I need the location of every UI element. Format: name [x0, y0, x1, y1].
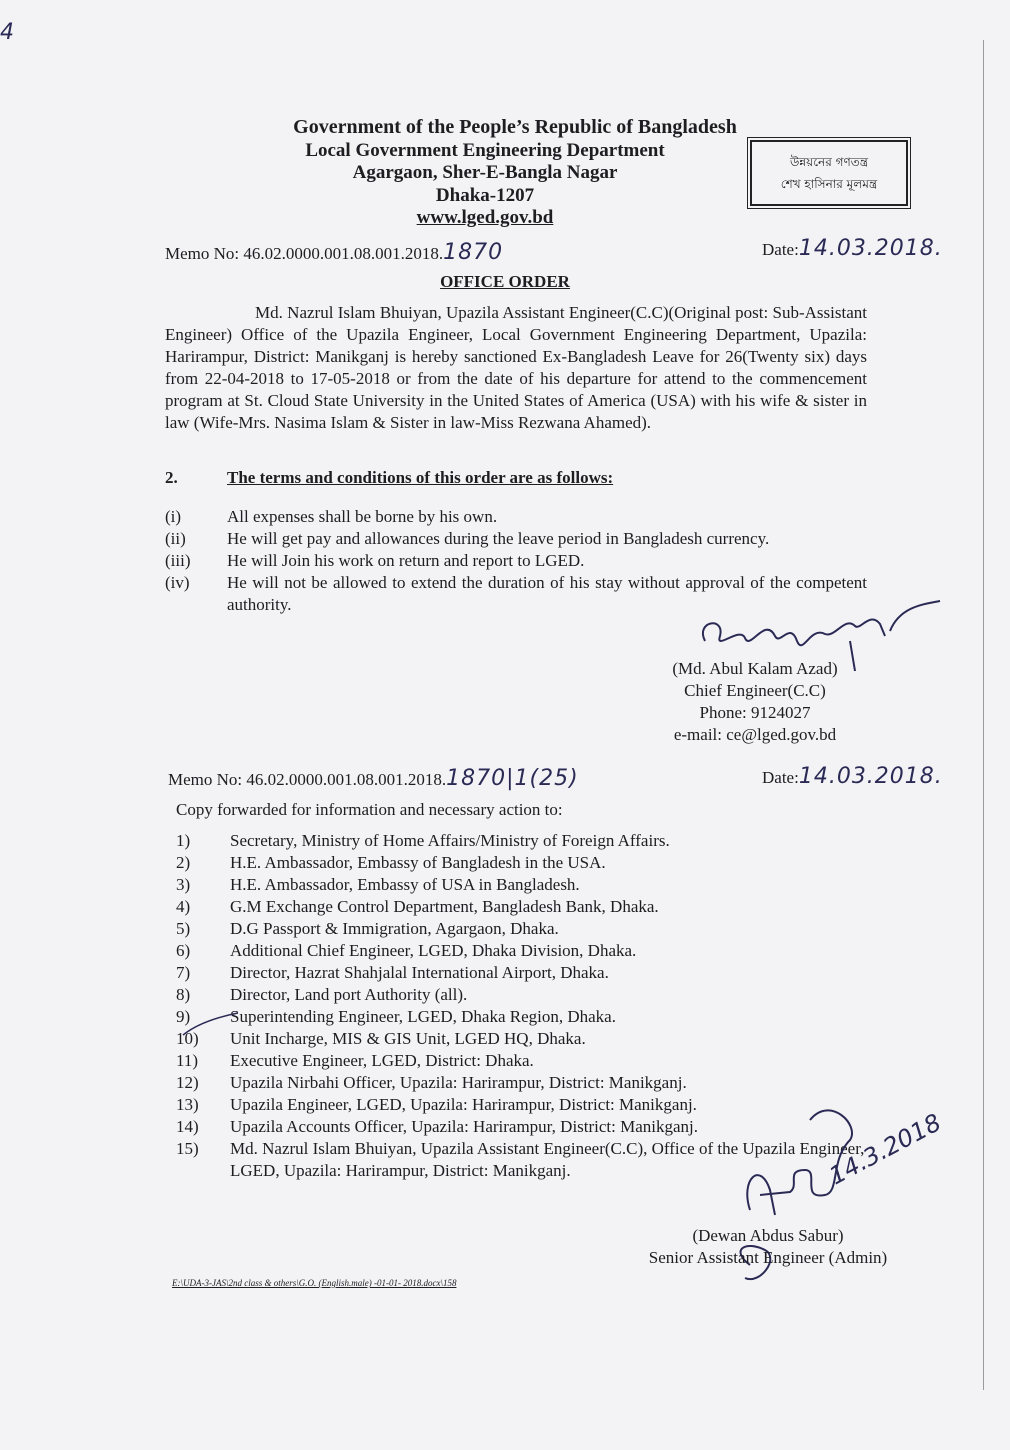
memo-number-handwritten: 1870: [443, 240, 504, 265]
term-text: He will get pay and allowances during the leave period in Bangladesh currency.: [227, 529, 770, 548]
list-item: [176, 962, 896, 984]
term-number: (i): [165, 507, 182, 526]
date-line-2: [762, 764, 943, 789]
header-address: Agargaon, Sher-E-Bangla Nagar: [352, 162, 618, 183]
signatory-1-email: e-mail: ce@lged.gov.bd: [673, 725, 837, 744]
list-number: 11): [176, 1051, 199, 1070]
memo-label: Memo No: 46.02.0000.001.08.001.2018.: [165, 244, 444, 263]
term-item: [165, 528, 867, 550]
list-text: Director, Land port Authority (all).: [230, 985, 468, 1004]
list-text: Upazila Accounts Officer, Upazila: Harirampur, District: Manikganj.: [230, 1117, 699, 1136]
list-number: 10): [176, 1029, 199, 1048]
list-text: G.M Exchange Control Department, Bangladesh Bank, Dhaka.: [230, 897, 659, 916]
list-number: 12): [176, 1073, 199, 1092]
list-text: Upazila Nirbahi Officer, Upazila: Harirampur, District: Manikganj.: [230, 1073, 687, 1092]
list-number: 6): [176, 941, 191, 960]
term-text: He will Join his work on return and report to LGED.: [227, 551, 585, 570]
list-item: [176, 984, 896, 1006]
list-text: D.G Passport & Immigration, Agargaon, Dhaka.: [230, 919, 559, 938]
forward-intro: Copy forwarded for information and necessary action to:: [176, 800, 563, 819]
scan-edge-line: [983, 40, 984, 1390]
section-2-heading: [165, 468, 613, 488]
list-item: [176, 874, 896, 896]
list-text: Secretary, Ministry of Home Affairs/Ministry of Foreign Affairs.: [230, 831, 670, 850]
list-number: 8): [176, 985, 191, 1004]
signatory-1-phone: Phone: 9124027: [699, 703, 811, 722]
list-item: [176, 1050, 896, 1072]
list-number: 14): [176, 1117, 199, 1136]
term-item: [165, 550, 867, 572]
list-text: Md. Nazrul Islam Bhuiyan, Upazila Assistant Engineer(C.C), Office of the Upazila Engineer, LGED, Upazila: Harirampur, District: Manikganj.: [230, 1139, 865, 1180]
slogan-box: [750, 140, 908, 206]
memo-line-2: [168, 766, 579, 791]
signatory-2-name: (Dewan Abdus Sabur): [692, 1226, 844, 1245]
list-number: 13): [176, 1095, 199, 1114]
list-item: [176, 1072, 896, 1094]
header-website: www.lged.gov.bd: [416, 207, 554, 228]
list-text: Additional Chief Engineer, LGED, Dhaka Division, Dhaka.: [230, 941, 637, 960]
memo-label: Memo No: 46.02.0000.001.08.001.2018.: [168, 770, 447, 789]
term-text: He will not be allowed to extend the duration of his stay without approval of the competent authority.: [227, 573, 867, 614]
list-text: Unit Incharge, MIS & GIS Unit, LGED HQ, Dhaka.: [230, 1029, 586, 1048]
office-order-title: OFFICE ORDER: [440, 272, 570, 291]
list-text: H.E. Ambassador, Embassy of Bangladesh in the USA.: [230, 853, 606, 872]
signatory-1-name: (Md. Abul Kalam Azad): [672, 659, 838, 678]
list-number: 15): [176, 1139, 199, 1158]
list-number: 5): [176, 919, 191, 938]
header-city: Dhaka-1207: [435, 185, 535, 206]
memo-line-1: [165, 240, 503, 265]
term-number: (iv): [165, 573, 190, 592]
section-heading-text: The terms and conditions of this order are as follows:: [227, 468, 614, 487]
list-text: Upazila Engineer, LGED, Upazila: Harirampur, District: Manikganj.: [230, 1095, 697, 1114]
list-item: [176, 852, 896, 874]
list-item: [176, 830, 896, 852]
date-handwritten: 14.03.2018.: [798, 764, 943, 789]
list-text: H.E. Ambassador, Embassy of USA in Bangladesh.: [230, 875, 580, 894]
list-item: [176, 896, 896, 918]
section-number: 2.: [165, 468, 178, 487]
term-text: All expenses shall be borne by his own.: [227, 507, 498, 526]
term-number: (ii): [165, 529, 186, 548]
signatory-2-block: [628, 1225, 908, 1269]
list-text: Director, Hazrat Shahjalal International Airport, Dhaka.: [230, 963, 609, 982]
date-handwritten: 14.03.2018.: [798, 236, 943, 261]
term-number: (iii): [165, 551, 191, 570]
list-number: 3): [176, 875, 191, 894]
signatory-1-designation: Chief Engineer(C.C): [684, 681, 826, 700]
list-item: [176, 940, 896, 962]
list-item: [176, 1006, 896, 1028]
slogan-line-2: শেখ হাসিনার মূলমন্ত্র: [780, 177, 878, 191]
file-path-footer: E:\UDA-3-JAS\2nd class & others\G.O. (English.male) -01-01- 2018.docx\158: [172, 1278, 457, 1288]
header-government: Government of the People’s Republic of Bangladesh: [293, 116, 737, 138]
corner-page-mark: 4: [0, 20, 15, 45]
tick-mark: [178, 1005, 248, 1045]
list-item: [176, 1028, 896, 1050]
header-department: Local Government Engineering Department: [305, 140, 665, 161]
memo-number-handwritten: 1870|1(25): [446, 766, 579, 791]
handwritten-date: 14.3.2018: [824, 1108, 946, 1191]
list-number: 1): [176, 831, 191, 850]
date-label: Date:: [762, 768, 799, 787]
date-line-1: [762, 236, 943, 261]
list-number: 7): [176, 963, 191, 982]
signatory-1-block: [655, 658, 855, 746]
signatory-2-designation: Senior Assistant Engineer (Admin): [648, 1248, 888, 1267]
list-item: [176, 918, 896, 940]
list-number: 2): [176, 853, 191, 872]
order-body: Md. Nazrul Islam Bhuiyan, Upazila Assistant Engineer(C.C)(Original post: Sub-Assistant Engineer) Office of the Upazila Engineer, Local Government Engineering Department, Upazila: Harirampur, District: Manikganj is hereby sanctioned Ex-Bangladesh Leave for 26(Twenty six) days from 22-04-2018 to 17-05-2018 or from the date of his departure for attend to the commencement program at St. Cloud State University in the United States of America (USA) with his wife & sister in law (Wife-Mrs. Nasima Islam & Sister in law-Miss Rezwana Ahamed).: [165, 303, 867, 432]
date-label: Date:: [762, 240, 799, 259]
list-text: Executive Engineer, LGED, District: Dhaka.: [230, 1051, 534, 1070]
slogan-line-1: উন্নয়নের গণতন্ত্র: [789, 155, 869, 169]
list-number: 4): [176, 897, 191, 916]
term-item: [165, 506, 867, 528]
list-number: 9): [176, 1007, 191, 1026]
list-text: Superintending Engineer, LGED, Dhaka Region, Dhaka.: [230, 1007, 616, 1026]
